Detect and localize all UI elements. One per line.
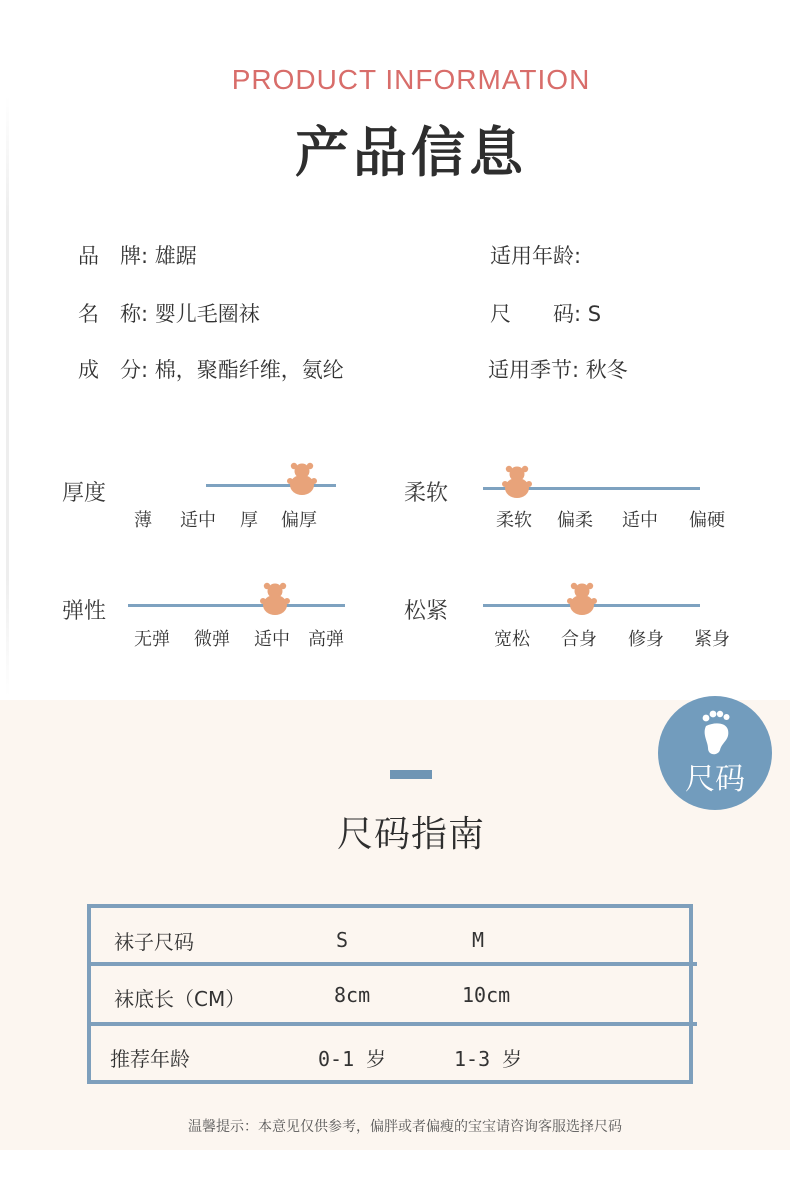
attribute-option: 合身	[561, 629, 597, 650]
info-size-label: 尺 码:	[490, 302, 582, 326]
table-row-label: 袜底长（CM）	[114, 987, 246, 1011]
info-name-label: 名 称:	[78, 302, 149, 326]
bear-mascot-icon	[258, 580, 292, 616]
attribute-title: 柔软	[404, 481, 449, 506]
bear-mascot-icon	[285, 460, 319, 496]
info-brand	[78, 240, 197, 270]
info-material-label: 成 分:	[78, 358, 149, 382]
info-name-value: 婴儿毛圈袜	[154, 302, 260, 326]
table-cell: 1-3 岁	[454, 1047, 523, 1071]
section-title-en: PRODUCT INFORMATION	[231, 64, 591, 95]
attribute-option: 无弹	[134, 629, 170, 650]
size-guide-note: 温馨提示：本意见仅供参考，偏胖或者偏瘦的宝宝请咨询客服选择尺码	[188, 1119, 622, 1135]
attribute-option: 修身	[628, 629, 664, 650]
table-cell: S	[336, 928, 349, 952]
table-row-label: 推荐年龄	[110, 1047, 190, 1071]
info-size-value: S	[587, 302, 602, 326]
attribute-option: 适中	[180, 510, 216, 531]
table-divider	[87, 1022, 697, 1026]
attribute-option: 薄	[134, 510, 152, 531]
attribute-option: 适中	[254, 629, 290, 650]
size-guide-title: 尺码指南	[336, 814, 485, 855]
attribute-title: 松紧	[404, 599, 449, 624]
attribute-option: 高弹	[308, 629, 344, 650]
bear-mascot-icon	[500, 463, 534, 499]
info-age-label: 适用年龄:	[490, 244, 582, 268]
info-material-value: 棉，聚酯纤维，氨纶	[154, 358, 344, 382]
bear-mascot-icon	[565, 580, 599, 616]
table-cell: M	[472, 928, 485, 952]
attribute-track	[128, 604, 345, 607]
info-size	[490, 298, 601, 328]
table-cell: 10cm	[462, 983, 511, 1007]
table-cell: 8cm	[334, 983, 371, 1007]
size-badge-label: 尺码	[685, 762, 745, 797]
attribute-title: 厚度	[62, 481, 107, 506]
info-name	[78, 298, 260, 328]
info-season-value: 秋冬	[585, 358, 628, 382]
info-age	[490, 240, 581, 270]
info-brand-value: 雄踞	[154, 244, 197, 268]
info-material	[78, 354, 344, 384]
attribute-option: 偏厚	[281, 510, 317, 531]
attribute-option: 宽松	[494, 629, 530, 650]
info-season	[488, 354, 628, 384]
attribute-option: 柔软	[496, 510, 532, 531]
foot-icon	[700, 710, 734, 756]
attribute-option: 适中	[622, 510, 658, 531]
section-title-cn: 产品信息	[295, 121, 527, 184]
info-brand-label: 品 牌:	[78, 244, 149, 268]
table-divider	[87, 962, 697, 966]
table-cell: 0-1 岁	[318, 1047, 387, 1071]
info-season-label: 适用季节:	[488, 358, 580, 382]
attribute-option: 偏硬	[689, 510, 725, 531]
attribute-option: 偏柔	[557, 510, 593, 531]
title-dash	[390, 770, 432, 779]
attribute-option: 紧身	[694, 629, 730, 650]
table-row-label: 袜子尺码	[114, 930, 194, 954]
attribute-title: 弹性	[62, 599, 107, 624]
attribute-option: 厚	[240, 510, 258, 531]
attribute-option: 微弹	[194, 629, 230, 650]
